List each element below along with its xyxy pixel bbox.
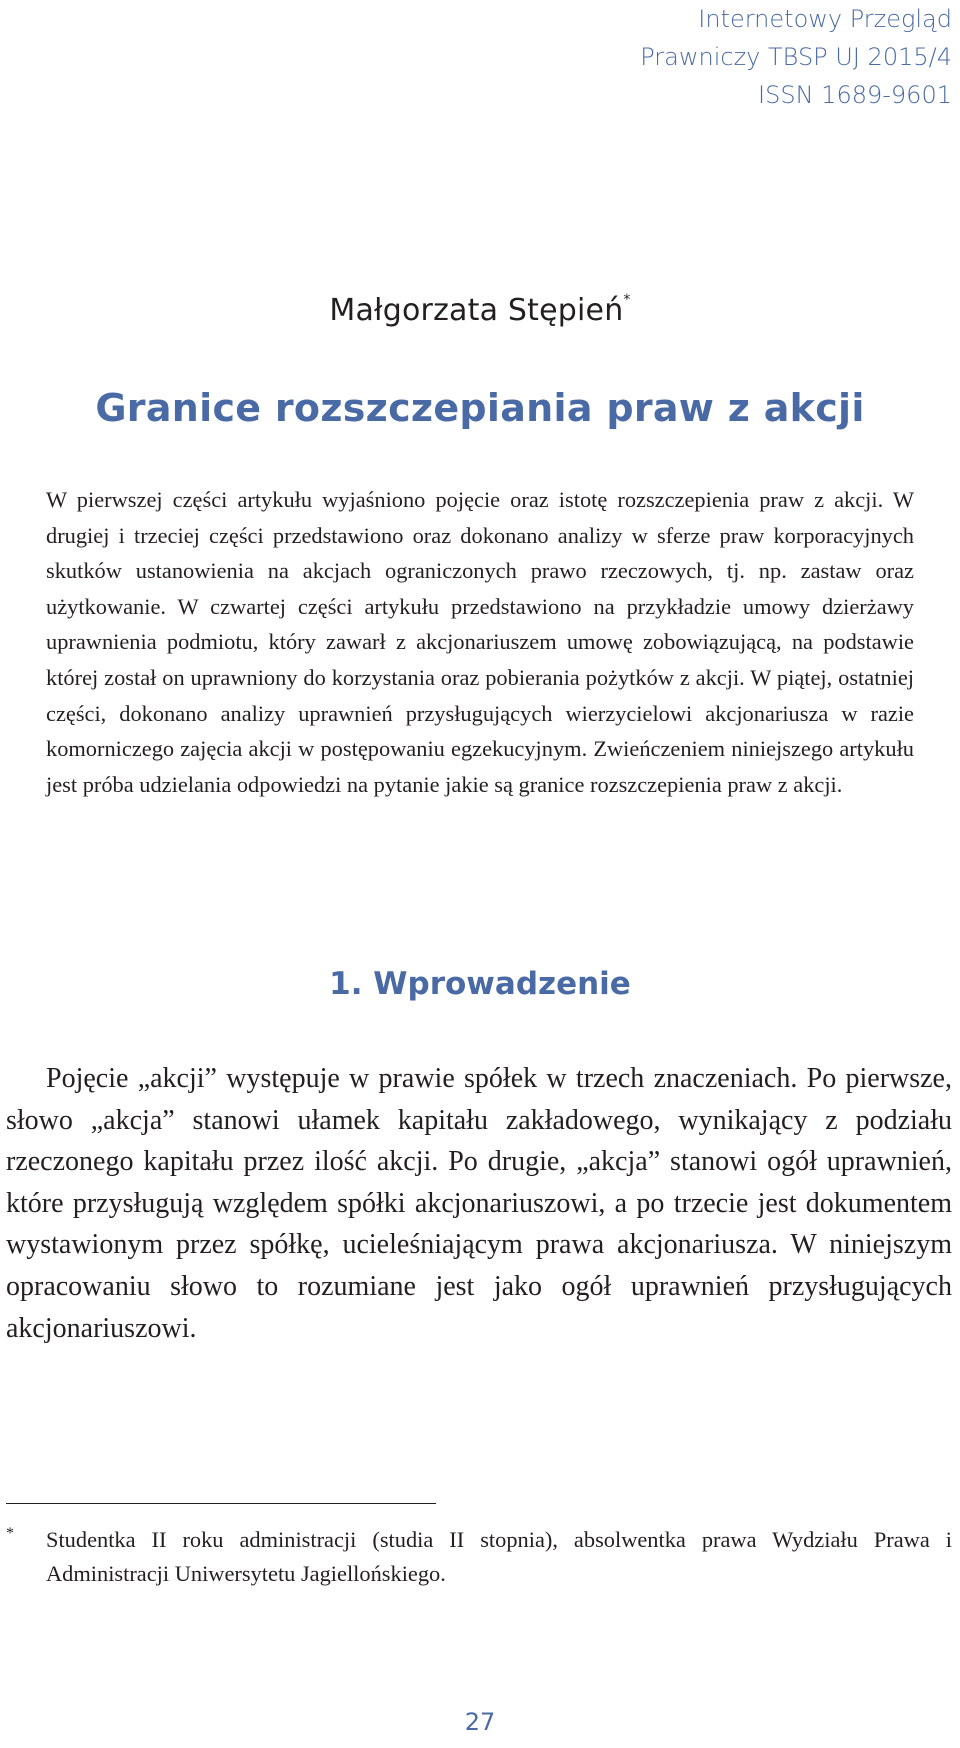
article-abstract: W pierwszej części artykułu wyjaśniono pojęcie oraz istotę rozszczepienia praw z akcji. W drugiej i trzeciej części przedstawiono oraz dokonano analizy w sferze praw korporacyjnych skutków ustanowienia na akcjach ograniczonych prawo rzeczowych, tj. np. zastaw oraz użytkowanie. W czwartej części artykułu przedstawiono na przykładzie umowy dzierżawy uprawnienia podmiotu, który zawarł z akcjonariuszem umowę zobowiązującą, na podstawie której został on uprawniony do korzystania oraz pobierania pożytków z akcji. W piątej, ostatniej części, dokonano analizy uprawnień przysługujących wierzycielowi akcjonariusza w razie komorniczego zajęcia akcji w postępowaniu egzekucyjnym. Zwieńczeniem niniejszego artykułu jest próba udzielania odpowiedzi na pytanie jakie są granice rozszczepienia praw z akcji. (46, 487, 914, 797)
article-title: Granice rozszczepiania praw z akcji (95, 386, 865, 430)
page-number: 27 (464, 1708, 496, 1736)
author-name-line (0, 292, 960, 328)
journal-name-line1: Internetowy Przegląd (698, 5, 952, 33)
author-footnote-mark: * (623, 292, 631, 308)
footnote-text: Studentka II roku administracji (studia II stopnia), absolwentka prawa Wydziału Prawa i Administracji Uniwersytetu Jagiellońskiego. (46, 1527, 952, 1586)
journal-name-line2: Prawniczy TBSP UJ 2015/4 (640, 43, 952, 71)
body-paragraph (6, 1058, 952, 1349)
journal-issn: ISSN 1689-9601 (758, 81, 952, 109)
body-paragraph-text: Pojęcie „akcji” występuje w prawie spółek w trzech znaczeniach. Po pierwsze, słowo „akcja” stanowi ułamek kapitału zakładowego, wynikający z podziału rzeczonego kapitału przez ilość akcji. Po drugie, „akcja” stanowi ogół uprawnień, które przysługują względem spółki akcjonariuszowi, a po trzecie jest dokumentem wystawionym przez spółkę, ucieleśniającym prawa akcjonariusza. W niniejszym opracowaniu słowo to rozumiane jest jako ogół uprawnień przysługujących akcjonariuszowi. (6, 1063, 952, 1344)
footnote-separator (6, 1503, 436, 1504)
footnote (6, 1523, 952, 1591)
footnote-mark: * (6, 1525, 14, 1542)
author-name: Małgorzata Stępień (329, 293, 624, 328)
section-heading: 1. Wprowadzenie (329, 966, 631, 1002)
journal-header (640, 0, 952, 114)
